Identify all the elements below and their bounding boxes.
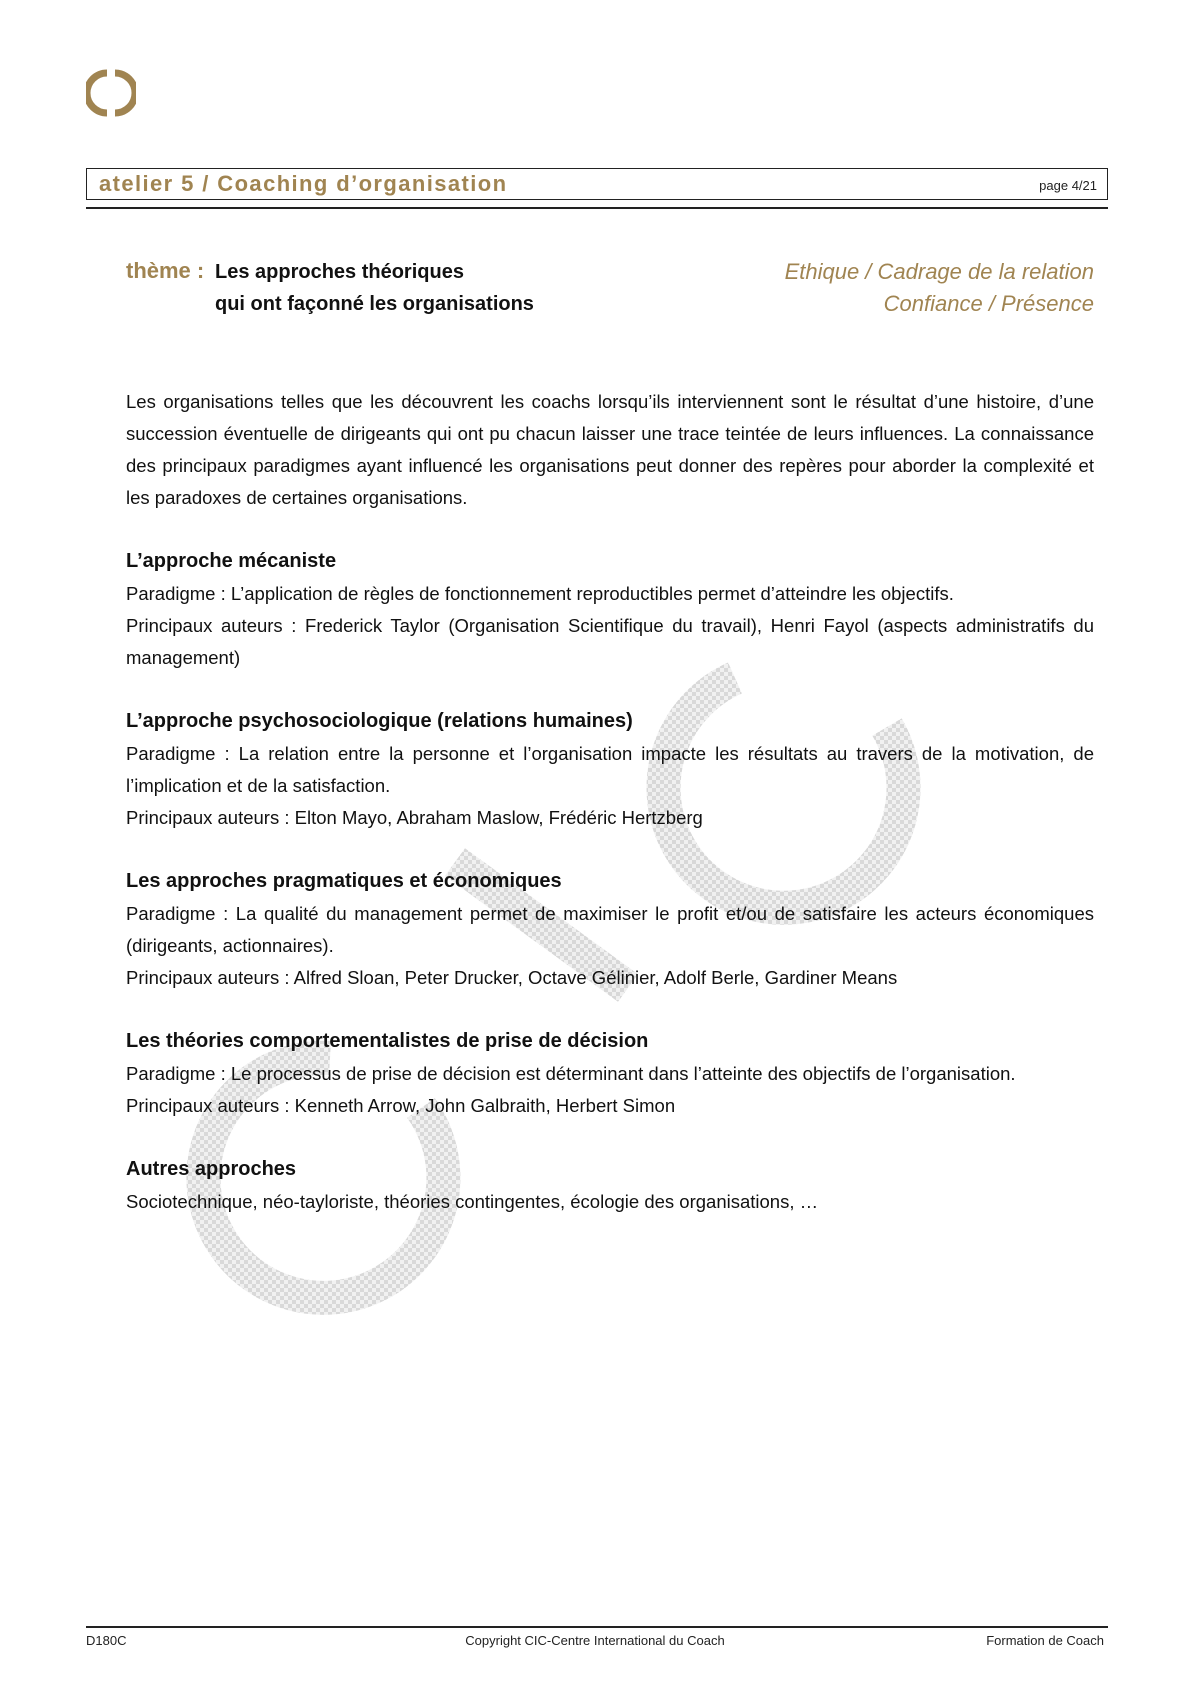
section-title: L’approche psychosociologique (relations humaines) (126, 710, 633, 732)
section-pragmatiques (126, 864, 1094, 994)
section-psychosociologique (126, 704, 1094, 834)
section-comportementalistes (126, 1024, 1094, 1122)
competencies-line2: Confiance / Présence (883, 291, 1094, 316)
section-title: Autres approches (126, 1158, 297, 1180)
section-authors: Principaux auteurs : Elton Mayo, Abraham Maslow, Frédéric Hertzberg (126, 807, 703, 828)
section-paradigm: Paradigme : La qualité du management permet de maximiser le profit et/ou de satisfaire les acteurs économiques (dirigeants, actionnaires). (126, 903, 1094, 956)
theme-label: thème : (126, 258, 205, 283)
section-title: Les approches pragmatiques et économiques (126, 870, 562, 892)
footer-copyright: Copyright CIC-Centre International du Coach (465, 1633, 725, 1648)
footer-doc-code: D180C (86, 1633, 127, 1648)
header-rule (86, 207, 1108, 209)
footer-program: Formation de Coach (986, 1633, 1104, 1648)
header-box (86, 168, 1108, 200)
section-text: Sociotechnique, néo-tayloriste, théories contingentes, écologie des organisations, … (126, 1191, 819, 1212)
main-content (126, 386, 1094, 1218)
workshop-title: atelier 5 / Coaching d’organisation (99, 171, 508, 196)
theme-title-line1: Les approches théoriques (215, 261, 464, 283)
competencies-line1: Ethique / Cadrage de la relation (784, 259, 1094, 284)
section-title: L’approche mécaniste (126, 550, 337, 572)
section-autres (126, 1152, 1094, 1218)
intro-paragraph: Les organisations telles que les découvrent les coachs lorsqu’ils interviennent sont le résultat d’une histoire, d’une succession éventuelle de dirigeants qui ont pu chacun laisser une trace teintée de leurs influences. La connaissance des principaux paradigmes ayant influencé les organisations peut donner des repères pour aborder la complexité et les paradoxes de certaines organisations. (126, 391, 1094, 508)
footer-rule (86, 1626, 1108, 1628)
page-number: page 4/21 (1039, 178, 1097, 193)
circle-logo-icon (86, 68, 136, 118)
section-paradigm: Paradigme : L’application de règles de fonctionnement reproductibles permet d’atteindre les objectifs. (126, 583, 954, 604)
section-paradigm: Paradigme : La relation entre la personne et l’organisation impacte les résultats au travers de la motivation, de l’implication et de la satisfaction. (126, 743, 1094, 796)
section-paradigm: Paradigme : Le processus de prise de décision est déterminant dans l’atteinte des objectifs de l’organisation. (126, 1063, 1016, 1084)
section-authors: Principaux auteurs : Alfred Sloan, Peter Drucker, Octave Gélinier, Adolf Berle, Gardiner Means (126, 967, 898, 988)
theme-title-line2: qui ont façonné les organisations (215, 293, 534, 315)
section-authors: Principaux auteurs : Frederick Taylor (Organisation Scientifique du travail), Henri Fayol (aspects administratifs du management) (126, 615, 1094, 668)
section-authors: Principaux auteurs : Kenneth Arrow, John Galbraith, Herbert Simon (126, 1095, 676, 1116)
section-mecaniste (126, 544, 1094, 674)
section-title: Les théories comportementalistes de prise de décision (126, 1030, 649, 1052)
